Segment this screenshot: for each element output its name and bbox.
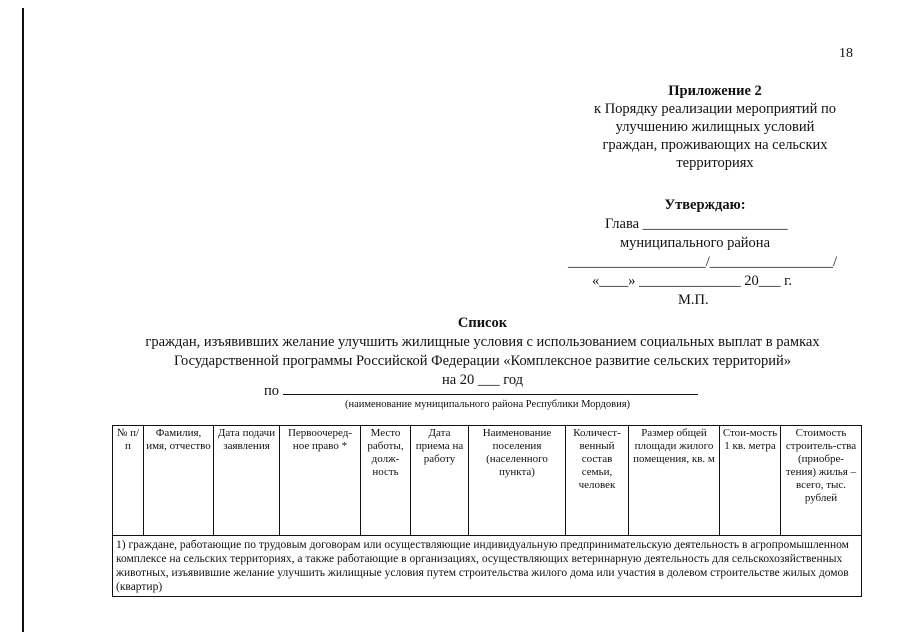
table-category-row	[113, 536, 862, 597]
district-caption: (наименование муниципального района Республики Мордовия)	[344, 399, 631, 410]
header-cell-number: № п/п	[113, 426, 144, 536]
appendix-line: территориях	[676, 155, 754, 171]
list-subtitle-line: Государственной программы Российской Федерации «Комплексное развитие сельских территорий»	[173, 353, 792, 369]
header-cell-price-per-meter: Стои-мость 1 кв. метра	[720, 426, 781, 536]
header-cell-priority-right: Первоочеред-ное право *	[280, 426, 361, 536]
header-cell-area: Размер общей площади жилого помещения, кв. м	[629, 426, 720, 536]
page-number: 18	[839, 46, 853, 61]
header-cell-hire-date: Дата приема на работу	[411, 426, 469, 536]
applicants-table	[112, 425, 862, 597]
district-by-label: по	[264, 383, 280, 399]
header-cell-workplace: Место работы, долж-ность	[361, 426, 411, 536]
header-cell-total-cost: Стоимость строитель-ства (приобре-тения) жилья – всего, тыс. рублей	[781, 426, 862, 536]
appendix-line: граждан, проживающих на сельских	[602, 137, 828, 153]
appendix-title: Приложение 2	[668, 83, 762, 99]
header-cell-family-size: Количест-венный состав семьи, человек	[566, 426, 629, 536]
list-heading	[110, 314, 855, 390]
approval-signature-line: ___________________/_________________/	[568, 254, 838, 270]
approval-head-line: Глава ____________________	[605, 216, 788, 232]
approval-title: Утверждаю:	[664, 197, 746, 213]
appendix-line: к Порядку реализации мероприятий по	[594, 101, 836, 117]
header-cell-application-date: Дата подачи заявления	[214, 426, 280, 536]
approval-date-line: «____» ______________ 20___ г.	[592, 273, 793, 289]
list-subtitle-line: граждан, изъявивших желание улучшить жилищные условия с использованием социальных выплат в рамках	[145, 334, 820, 350]
approval-seal: М.П.	[678, 292, 709, 308]
category-cell: 1) граждане, работающие по трудовым договорам или осуществляющие индивидуальную предпринимательскую деятельность в агропромышленном комплексе на сельских территориях, а также работающие в организациях, осуществляющих ветеринарную деятельность для сельскохозяйственных животных, изъявившие желание улучшить жилищные условия путем строительства жилого дома или участия в долевом строительстве жилых домов (квартир)	[113, 536, 862, 597]
appendix-header	[575, 82, 855, 172]
list-title: Список	[457, 315, 508, 331]
approval-block	[560, 196, 860, 310]
approval-district-line: муниципального района	[620, 235, 770, 251]
binding-edge-line	[22, 8, 24, 632]
district-line	[264, 382, 698, 400]
header-cell-name: Фамилия, имя, отчество	[144, 426, 214, 536]
table-header-row	[113, 426, 862, 536]
district-blank-rule	[283, 382, 698, 395]
appendix-line: улучшению жилищных условий	[615, 119, 815, 135]
list-year-line: на 20 ___ год	[441, 372, 524, 388]
header-cell-settlement: Наименование поселения (населенного пункта)	[469, 426, 566, 536]
